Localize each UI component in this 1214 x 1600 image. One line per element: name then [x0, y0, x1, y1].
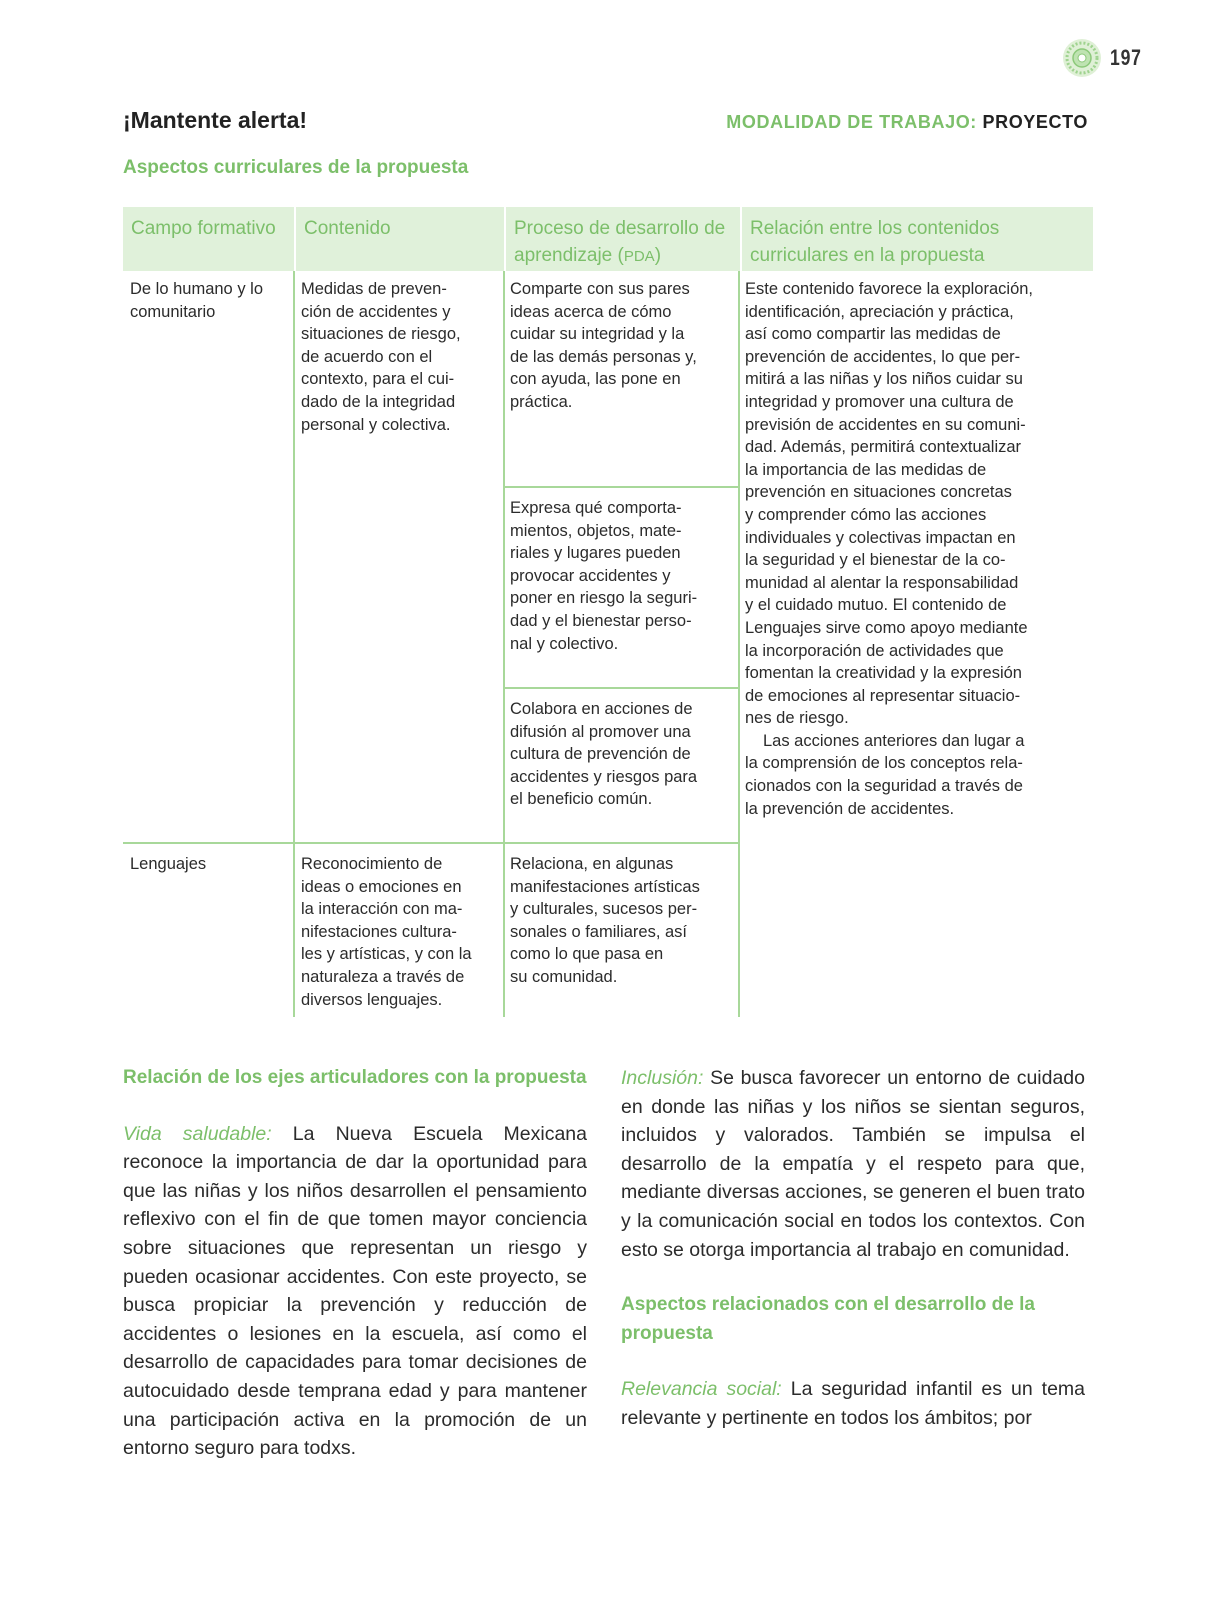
- right-column: [621, 1064, 1085, 1433]
- cell-contenido-1: Medidas de preven- ción de accidentes y situaciones de riesgo, de acuerdo con el contexto, para el cui- dado de la integridad personal y colectiva.: [301, 280, 461, 434]
- lesson-title: ¡Mantente alerta!: [123, 107, 308, 133]
- inclusion-text: Se busca favorecer un entorno de cuidado en donde las niñas y los niños se sientan seguros, incluidos y valorados. También se impulsa el desarrollo de la empatía y el respeto para que, mediante diversas acciones, se generen el buen trato y la comunicación social en todos los contextos. Con esto se otorga importancia al trabajo en comunidad.: [621, 1067, 1085, 1261]
- cell-pda-1a: Comparte con sus pares ideas acerca de cómo cuidar su integridad y la de las demás personas y, con ayuda, las pone en práctica.: [510, 280, 697, 411]
- rule: [738, 271, 740, 1017]
- modalidad-value: PROYECTO: [982, 112, 1088, 132]
- page-number-area: [1062, 38, 1150, 78]
- cell-campo-1: De lo humano y lo comunitario: [130, 280, 263, 321]
- cell-pda-1c: Colabora en acciones de difusión al promover una cultura de prevención de accidentes y riesgos para el beneficio común.: [510, 700, 698, 809]
- rule: [503, 271, 505, 1017]
- row-divider: [123, 842, 739, 844]
- rule: [293, 271, 295, 1017]
- header-campo: Campo formativo: [131, 218, 276, 239]
- relacion-paragraph-2: Las acciones anteriores dan lugar a la comprensión de los conceptos rela- cionados con la seguridad a través de la prevención de accidentes.: [745, 731, 1025, 818]
- desarrollo-heading: Aspectos relacionados con el desarrollo de la propuesta: [621, 1294, 1035, 1344]
- curricular-table: [123, 207, 1093, 1017]
- emblem-icon: [1062, 38, 1102, 78]
- section-heading-aspectos: Aspectos curriculares de la propuesta: [123, 157, 469, 178]
- vida-saludable-paragraph: [123, 1120, 587, 1463]
- relacion-paragraph-1: Este contenido favorece la exploración, identificación, apreciación y práctica, así como compartir las medidas de prevención de accidentes, lo que per- mitirá a las niñas y los niños cuidar su integridad y promover una cultura de previsión de accidentes en su comuni- dad. Además, permitirá contextualizar la importancia de las medidas de prevención en situaciones concretas y comprender cómo las acciones individuales y colectivas impactan en la seguridad y el bienestar de la co- munidad al alentar la responsabilidad y el cuidado mutuo. El contenido de Lenguajes sirve como apoyo mediante la incorporación de actividades que fomentan la creatividad y la expresión de emociones al representar situacio- nes de riesgo.: [745, 280, 1034, 728]
- page-number: 197: [1110, 45, 1142, 70]
- rule: [504, 486, 739, 488]
- modalidad-key: MODALIDAD DE TRABAJO:: [726, 112, 977, 132]
- inclusion-paragraph: [621, 1064, 1085, 1264]
- ejes-heading: Relación de los ejes articuladores con la propuesta: [123, 1067, 587, 1088]
- header-pda-text: Proceso de desarrollo de aprendizaje (PDA): [514, 218, 726, 266]
- rule: [504, 687, 739, 689]
- table-header-row: [123, 207, 1093, 271]
- cell-pda-1b: Expresa qué comporta- mientos, objetos, mate- riales y lugares pueden provocar accidentes y poner en riesgo la seguri- dad y el bienestar perso- nal y colectivo.: [510, 499, 698, 653]
- relevancia-label: Relevancia social:: [621, 1378, 782, 1401]
- cell-relacion: [745, 278, 1090, 820]
- relevancia-text: La seguridad infantil es un tema relevante y pertinente en todos los ámbitos; por: [621, 1378, 1085, 1429]
- cell-campo-2: Lenguajes: [130, 855, 207, 873]
- cell-pda-2: Relaciona, en algunas manifestaciones artísticas y culturales, sucesos per- sonales o familiares, así como lo que pasa en su comunidad.: [510, 855, 700, 986]
- vida-saludable-label: Vida saludable:: [123, 1122, 272, 1145]
- inclusion-label: Inclusión:: [621, 1067, 704, 1089]
- header-relacion: Relación entre los contenidos curriculares en la propuesta: [740, 207, 1093, 271]
- vida-saludable-text: La Nueva Escuela Mexicana reconoce la importancia de dar la oportunidad para que las niñas y los niños desarrollen el pensamiento reflexivo con el fin de que tomen mayor conciencia sobre situaciones que representan un riesgo y pueden ocasionar accidentes. Con este proyecto, se busca propiciar la prevención y reducción de accidentes o lesiones en la escuela, así como el desarrollo de capacidades para tomar decisiones de autocuidado desde temprana edad y para mantener una participación activa en la promoción de un entorno seguro para todxs.: [123, 1122, 587, 1460]
- relevancia-paragraph: [621, 1375, 1085, 1432]
- modalidad-label: [726, 112, 1088, 133]
- header-pda: [504, 207, 740, 271]
- cell-contenido-2: Reconocimiento de ideas o emociones en la interacción con ma- nifestaciones cultura- les y artísticas, y con la naturaleza a través de diversos lenguajes.: [301, 855, 472, 1009]
- left-column: [123, 1064, 587, 1463]
- header-contenido: Contenido: [294, 207, 504, 271]
